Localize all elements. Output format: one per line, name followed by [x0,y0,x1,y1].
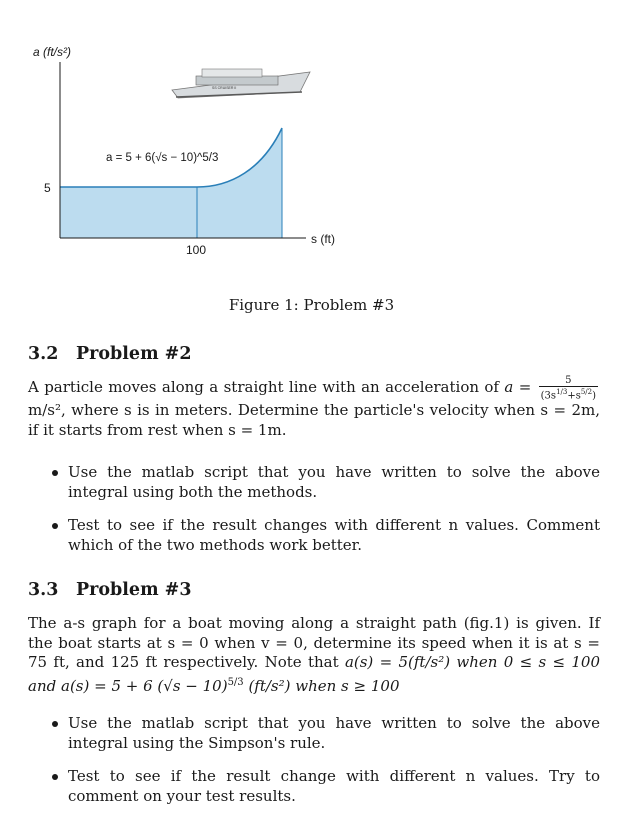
figure-problem-3 [0,0,623,320]
section-number: 3.2 [28,344,59,364]
condition-1: a(s) = 5(ft/s²) when 0 ≤ s ≤ 100 and [28,653,600,695]
x-tick-label: 100 [186,243,207,257]
bullet-text: Use the matlab script that you have written to solve the above integral using both the methods. [68,463,600,501]
condition-2-tail: (ft/s²) when s ≥ 100 [248,676,400,695]
fraction-numerator: 5 [539,375,598,387]
section-number: 3.3 [28,580,59,600]
fraction-denominator: $(3s^{1/3}+s^{5/2})$ [540,388,597,402]
bullet-icon [52,523,58,529]
y-axis-label: a (ft/s²) [33,45,71,59]
accel-fraction [539,375,598,401]
condition-2-exponent: 5/3 [227,676,244,688]
list-item [52,463,600,502]
section-title: Problem #3 [76,580,192,600]
problem-3-statement [28,614,600,696]
section-heading-3-3 [28,580,192,600]
problem-2-text-b: m/s², where s is in meters. Determine the particle's velocity when s = 2m, if it starts from rest when s = 1m. [28,401,600,439]
section-title: Problem #2 [76,344,192,364]
list-item [52,767,600,806]
accel-symbol: a [504,378,514,397]
problem-2-text-a: A particle moves along a straight line with an acceleration of [28,378,499,397]
bullet-icon [52,774,58,780]
problem-3-text: The a-s graph for a boat moving along a straight path (fig.1) is given. If the boat starts at s = 0 when v = 0, determine its speed when it is at s = 75 ft, and 125 ft respectively. Note that [28,614,600,671]
section-heading-3-2 [28,344,192,364]
bullet-text: Test to see if the result change with different n values. Try to comment on your test results. [68,767,600,805]
bullet-text: Use the matlab script that you have written to solve the above integral using the Simpson's rule. [68,714,600,752]
bullet-icon [52,470,58,476]
y-tick-label: 5 [44,181,51,195]
list-item [52,714,600,753]
boat-illustration [172,69,310,98]
problem-2-statement: A particle moves along a straight line with an acceleration of a = $\frac{5}{(3s^{1/3}+s^{5/2})}$ m/s², where s is in meters. Determine the particle's velocity when s = 2m, if it starts from rest when s = 1m. [28,375,600,439]
curve-equation: a = 5 + 6(√s − 10)^5/3 [106,152,219,164]
bullet-text: Test to see if the result changes with different n values. Comment which of the two methods work better. [68,516,600,554]
boat-label: SS CRUISER II [212,86,237,90]
list-item [52,516,600,555]
shaded-area [60,128,282,238]
figure-caption: Figure 1: Problem #3 [228,296,395,314]
bullet-icon [52,721,58,727]
condition-2: a(s) = 5 + 6 (√s − 10) [61,676,228,695]
x-axis-label: s (ft) [311,232,335,246]
a-s-graph [0,0,623,290]
